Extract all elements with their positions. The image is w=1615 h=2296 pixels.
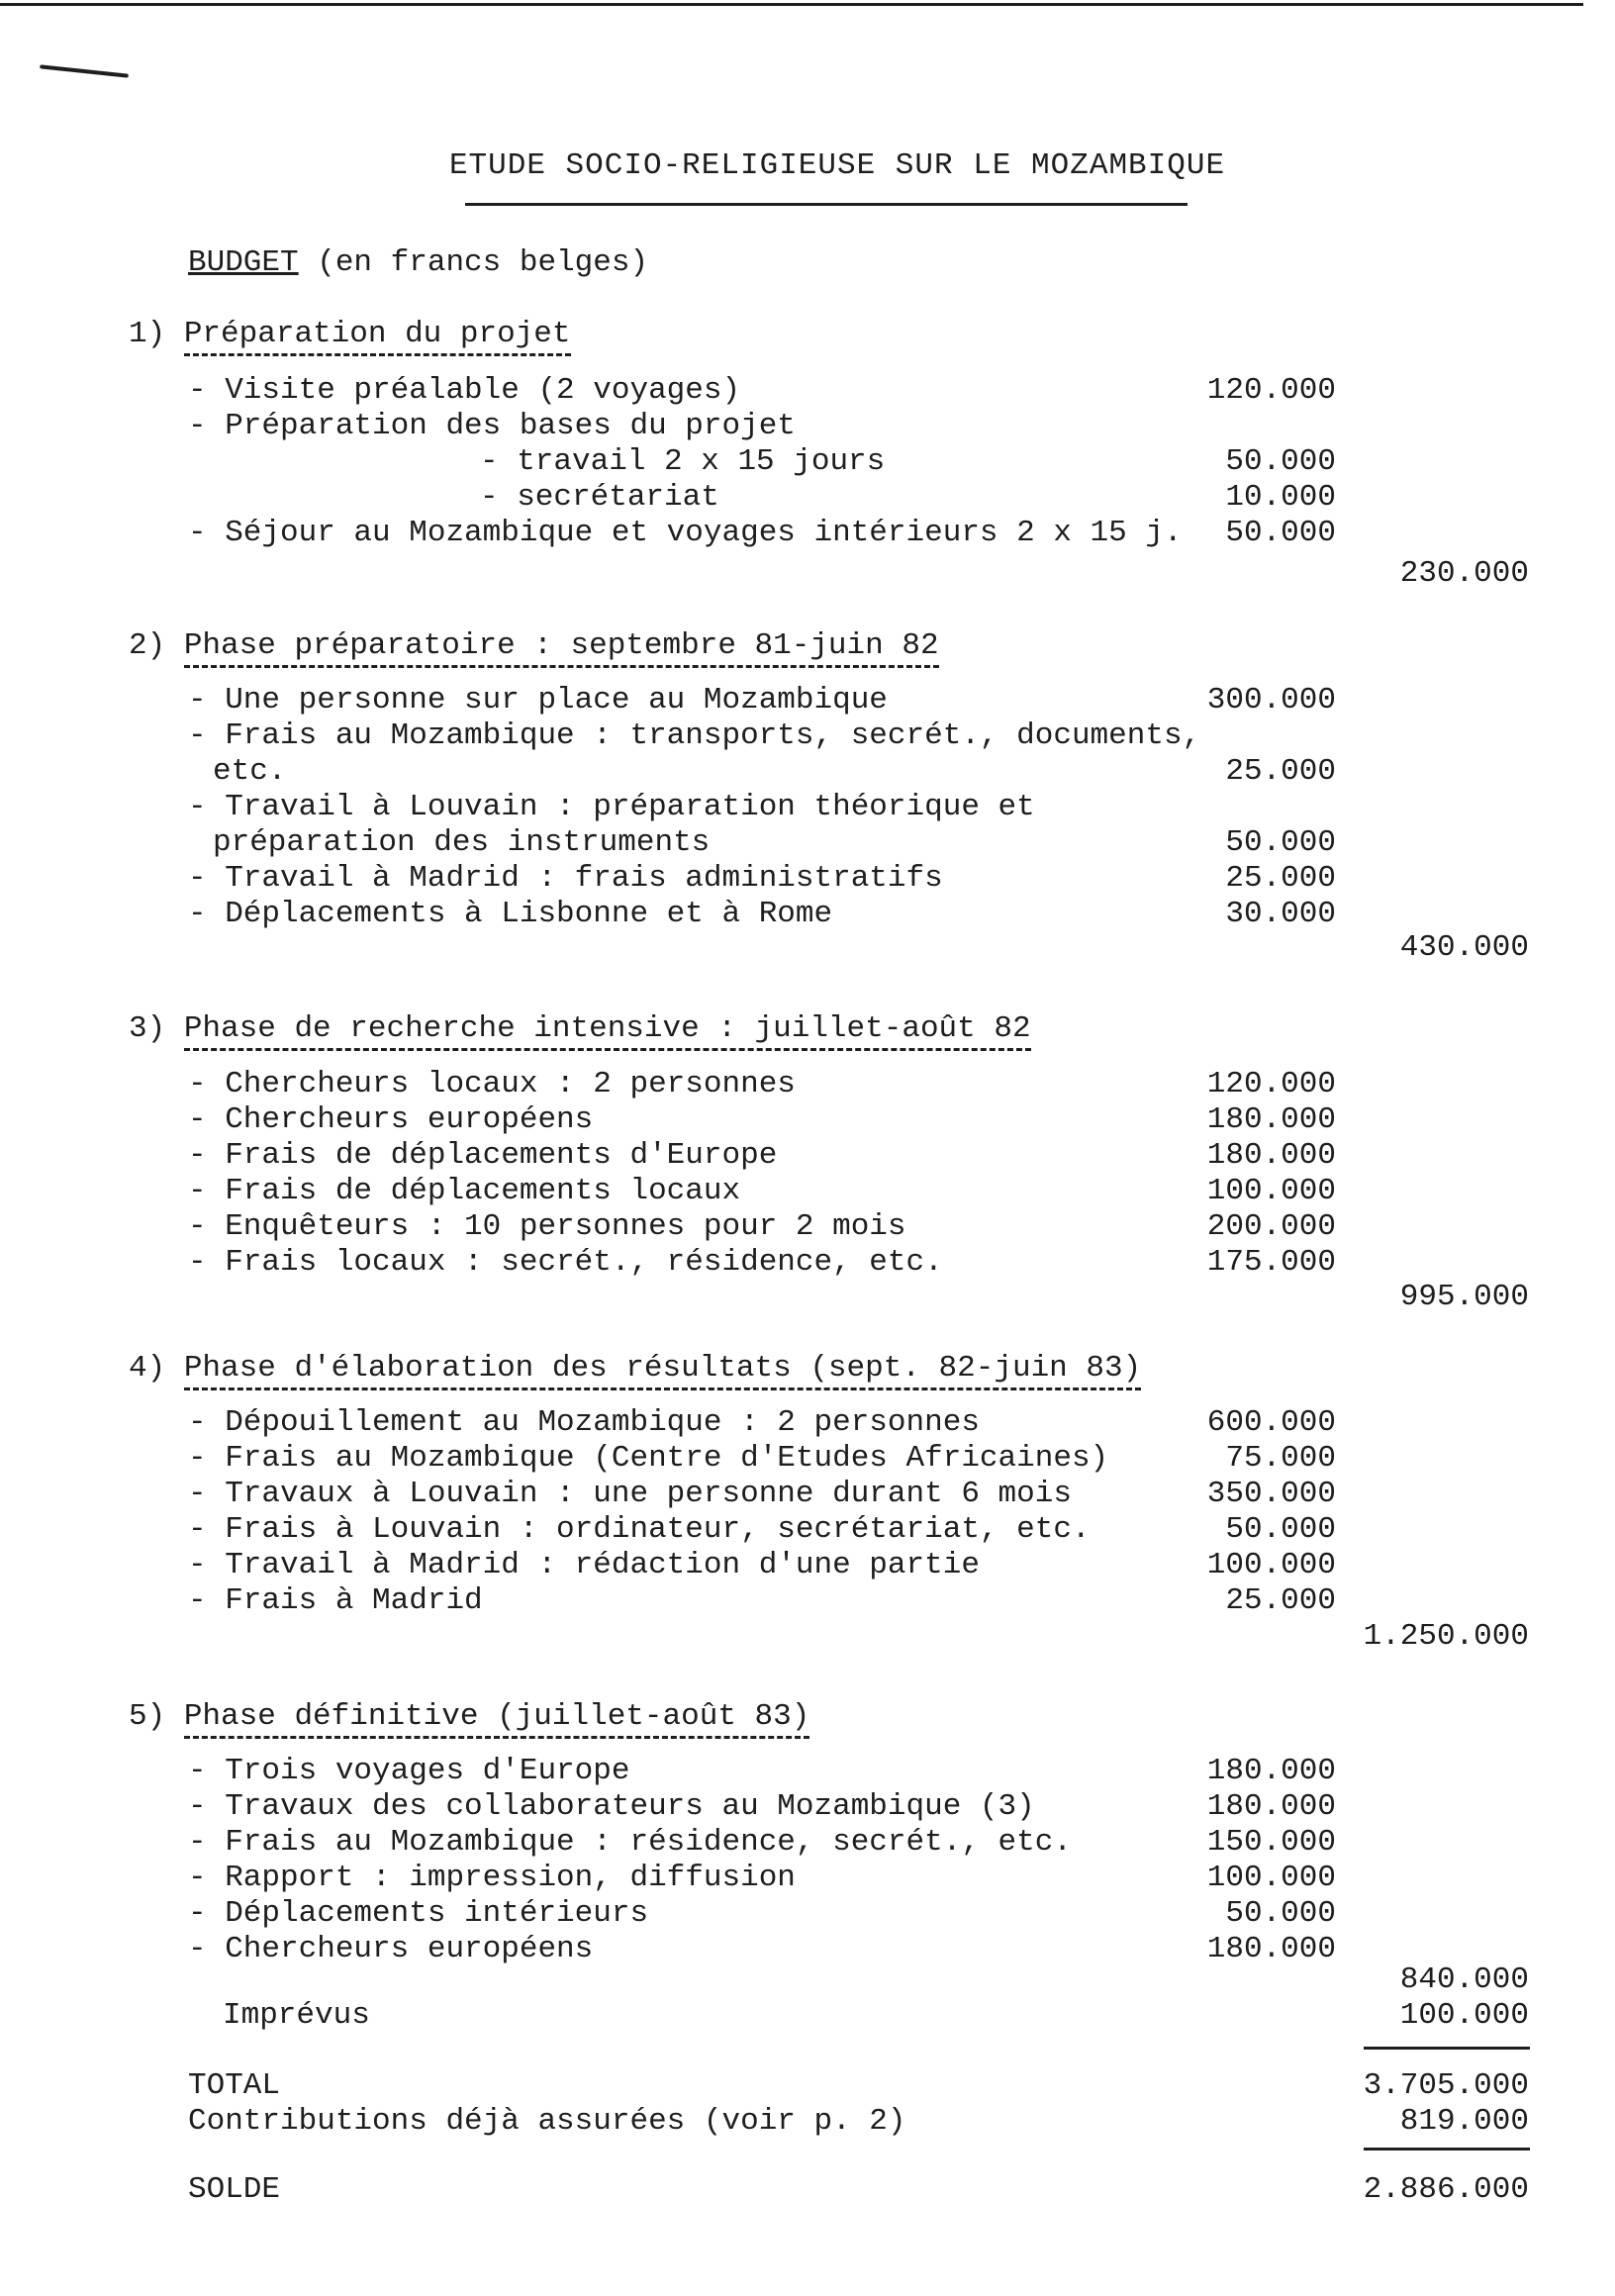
line-item: - Rapport : impression, diffusion: [188, 1861, 796, 1895]
line-item: - Chercheurs européens: [188, 1102, 594, 1137]
solde-amount: 2.886.000: [1363, 2172, 1529, 2207]
line-amount: 180.000: [1206, 1102, 1336, 1137]
line-amount: 120.000: [1206, 373, 1336, 408]
line-item: - Travail à Louvain : préparation théorique et: [188, 790, 1035, 824]
section-subtotal: 430.000: [1399, 930, 1529, 965]
line-item: - Visite préalable (2 voyages): [188, 373, 741, 408]
line-item: - Déplacements à Lisbonne et à Rome: [188, 897, 833, 931]
section-title: Phase d'élaboration des résultats (sept. 82-juin 83): [184, 1351, 1141, 1390]
pen-mark: [40, 64, 129, 77]
line-item: - Déplacements intérieurs: [188, 1896, 649, 1931]
line-amount: 120.000: [1206, 1067, 1336, 1101]
line-amount: 100.000: [1206, 1861, 1336, 1895]
document-title: ETUDE SOCIO-RELIGIEUSE SUR LE MOZAMBIQUE: [448, 148, 1226, 183]
section-title: Préparation du projet: [184, 317, 571, 356]
title-underline: [465, 203, 1188, 206]
contributions-amount: 819.000: [1399, 2104, 1529, 2139]
imprevus-label: Imprévus: [223, 1998, 370, 2033]
line-item: - Chercheurs européens: [188, 1932, 594, 1966]
line-item: - Préparation des bases du projet: [188, 409, 796, 443]
section-1-heading: [129, 317, 571, 352]
line-item: - Frais au Mozambique (Centre d'Etudes Africaines): [188, 1441, 1109, 1476]
section-subtotal: 1.250.000: [1363, 1619, 1529, 1654]
line-amount: 50.000: [1225, 516, 1336, 550]
section-5-heading: [129, 1699, 809, 1735]
line-item: - Enquêteurs : 10 personnes pour 2 mois: [188, 1209, 906, 1244]
line-amount: 50.000: [1225, 825, 1336, 860]
section-number: 5): [129, 1699, 166, 1734]
line-amount: 180.000: [1206, 1138, 1336, 1173]
section-title: Phase de recherche intensive : juillet-août 82: [184, 1011, 1031, 1051]
budget-word: BUDGET: [188, 245, 299, 280]
line-amount: 25.000: [1225, 754, 1336, 789]
line-item: - Travail à Madrid : rédaction d'une partie: [188, 1548, 980, 1582]
line-item: - Travaux des collaborateurs au Mozambique (3): [188, 1789, 1035, 1824]
line-amount: 180.000: [1206, 1932, 1336, 1966]
line-amount: 30.000: [1225, 897, 1336, 931]
line-amount: 50.000: [1225, 1512, 1336, 1547]
line-amount: 350.000: [1206, 1477, 1336, 1511]
contributions-label: Contributions déjà assurées (voir p. 2): [188, 2104, 906, 2139]
line-item: - Chercheurs locaux : 2 personnes: [188, 1067, 796, 1101]
line-amount: 50.000: [1225, 444, 1336, 479]
line-item: - Frais à Madrid: [188, 1583, 483, 1618]
line-item: - Travaux à Louvain : une personne durant 6 mois: [188, 1477, 1072, 1511]
section-number: 4): [129, 1351, 166, 1386]
budget-subtitle: [188, 245, 648, 281]
line-amount: 150.000: [1206, 1825, 1336, 1860]
line-amount: 180.000: [1206, 1754, 1336, 1788]
line-amount: 10.000: [1225, 480, 1336, 515]
line-item: - Une personne sur place au Mozambique: [188, 683, 888, 718]
section-2-heading: [129, 628, 939, 664]
budget-currency-note: (en francs belges): [298, 245, 649, 280]
line-item: - Frais de déplacements locaux: [188, 1174, 741, 1208]
section-4-heading: [129, 1351, 1141, 1387]
line-item: - Dépouillement au Mozambique : 2 personnes: [188, 1405, 980, 1440]
line-item: préparation des instruments: [213, 825, 711, 860]
line-item: etc.: [213, 754, 287, 789]
line-item: - Frais de déplacements d'Europe: [188, 1138, 778, 1173]
line-amount: 25.000: [1225, 861, 1336, 896]
line-amount: 100.000: [1206, 1548, 1336, 1582]
line-item: - Frais au Mozambique : résidence, secrét., etc.: [188, 1825, 1072, 1860]
line-item: - Trois voyages d'Europe: [188, 1754, 630, 1788]
line-amount: 300.000: [1206, 683, 1336, 718]
line-item: - secrétariat: [480, 480, 719, 515]
line-amount: 25.000: [1225, 1583, 1336, 1618]
section-title: Phase préparatoire : septembre 81-juin 82: [184, 628, 939, 668]
top-border-line: [0, 3, 1583, 6]
section-subtotal: 230.000: [1399, 556, 1529, 591]
line-amount: 50.000: [1225, 1896, 1336, 1931]
line-item: - travail 2 x 15 jours: [480, 444, 886, 479]
section-title: Phase définitive (juillet-août 83): [184, 1699, 810, 1739]
line-amount: 175.000: [1206, 1245, 1336, 1280]
solde-rule: [1364, 2148, 1530, 2151]
line-item: - Frais à Louvain : ordinateur, secrétariat, etc.: [188, 1512, 1091, 1547]
line-amount: 180.000: [1206, 1789, 1336, 1824]
total-label: TOTAL: [188, 2068, 281, 2103]
section-number: 1): [129, 317, 166, 351]
total-amount: 3.705.000: [1363, 2068, 1529, 2103]
section-number: 3): [129, 1011, 166, 1046]
line-item: - Frais au Mozambique : transports, secrét., documents,: [188, 718, 1201, 753]
section-subtotal: 995.000: [1399, 1280, 1529, 1314]
total-rule: [1364, 2047, 1530, 2050]
section-subtotal: 840.000: [1399, 1962, 1529, 1997]
solde-label: SOLDE: [188, 2172, 281, 2207]
line-item: - Travail à Madrid : frais administratifs: [188, 861, 943, 896]
imprevus-amount: 100.000: [1399, 1998, 1529, 2033]
section-number: 2): [129, 628, 166, 663]
line-amount: 75.000: [1225, 1441, 1336, 1476]
line-item: - Séjour au Mozambique et voyages intérieurs 2 x 15 j.: [188, 516, 1183, 550]
line-item: - Frais locaux : secrét., résidence, etc.: [188, 1245, 943, 1280]
section-3-heading: [129, 1011, 1031, 1047]
line-amount: 600.000: [1206, 1405, 1336, 1440]
line-amount: 200.000: [1206, 1209, 1336, 1244]
line-amount: 100.000: [1206, 1174, 1336, 1208]
